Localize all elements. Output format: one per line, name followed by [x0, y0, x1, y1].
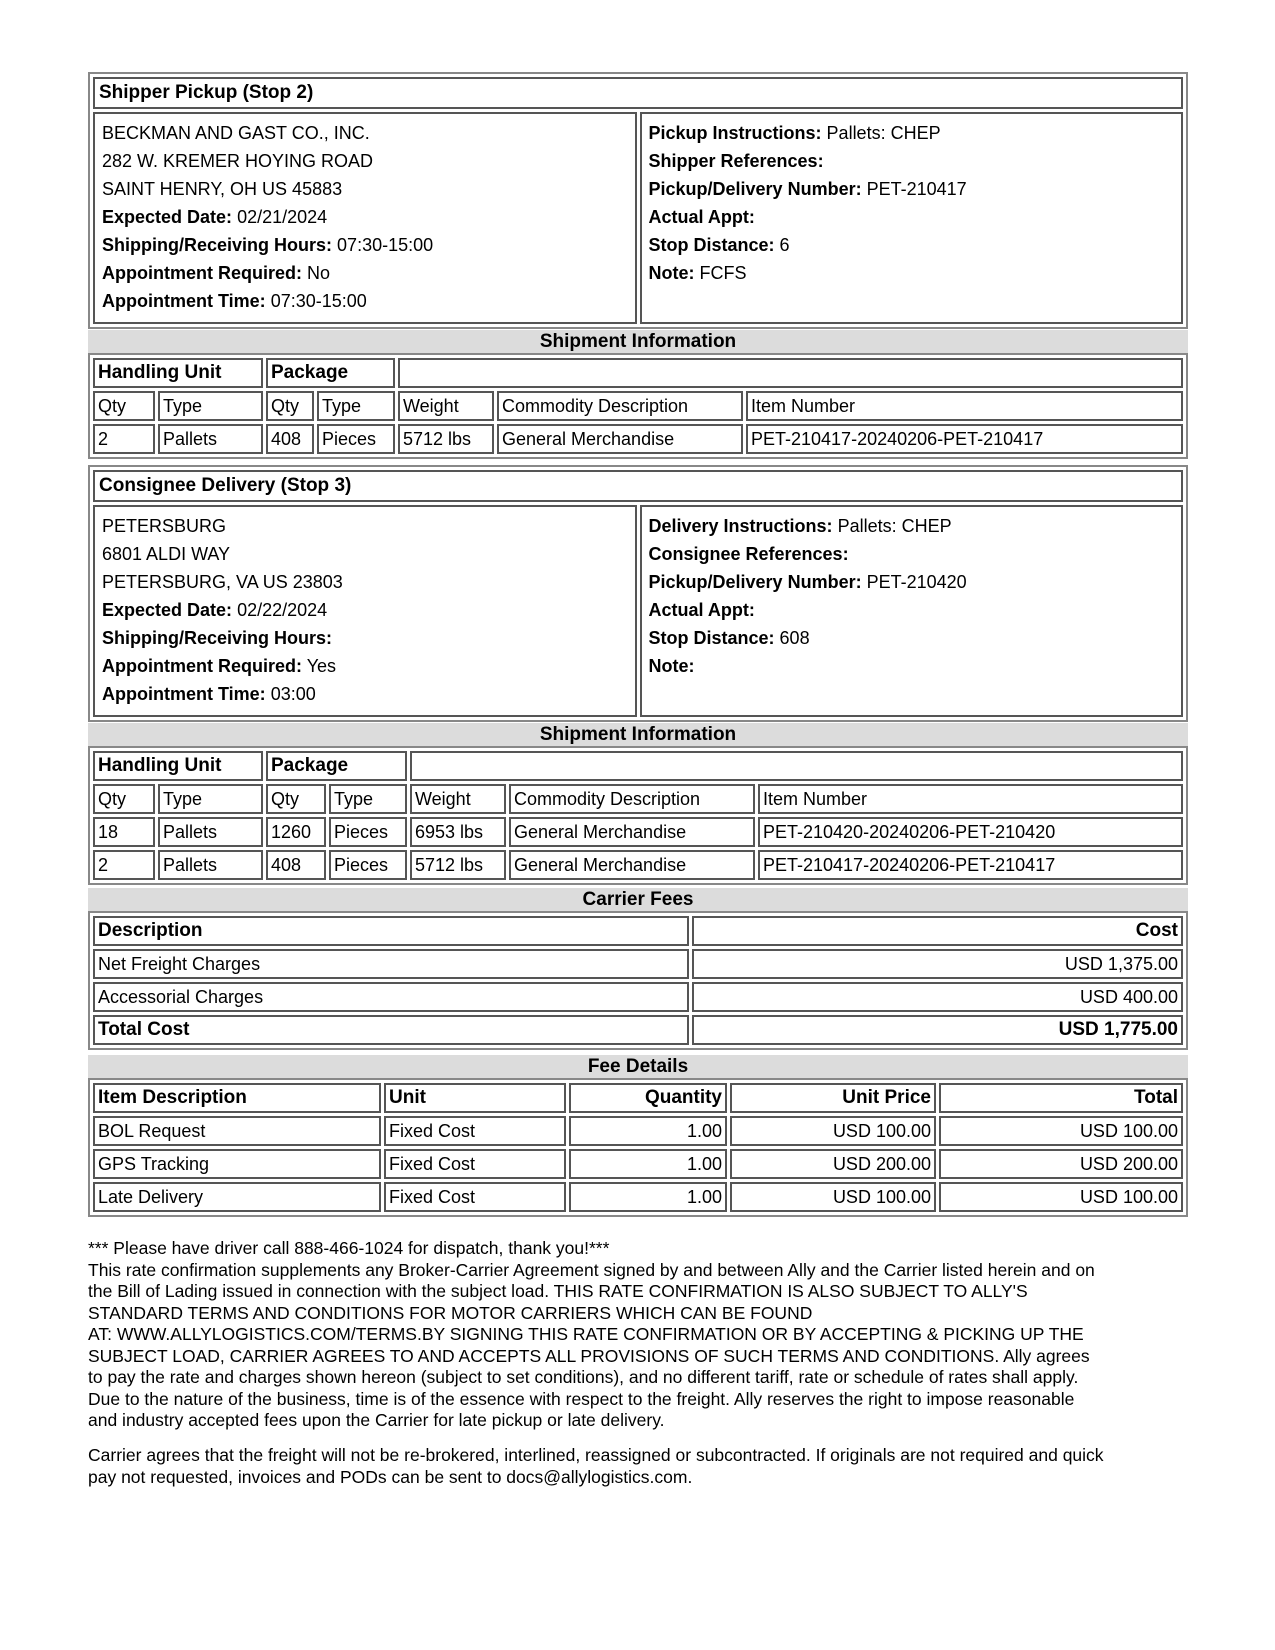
- terms-line: AT: WWW.ALLYLOGISTICS.COM/TERMS.BY SIGNING THIS RATE CONFIRMATION OR BY ACCEPTING & PICKING UP THE: [88, 1324, 1084, 1344]
- column-header: Type: [329, 784, 407, 814]
- table-row: [93, 1182, 1183, 1212]
- appointment-required-label: Appointment Required:: [102, 656, 302, 676]
- table-cell: USD 200.00: [939, 1149, 1183, 1179]
- hours-row: [102, 624, 628, 652]
- expected-date-row: [102, 203, 628, 231]
- actual-appt-row: [649, 203, 1175, 231]
- shipment-information-table-1: [88, 353, 1188, 459]
- description-header: Description: [93, 916, 689, 946]
- appointment-time-value: 03:00: [270, 684, 316, 704]
- table-cell: Pallets: [158, 850, 263, 880]
- fee-details-section: [88, 1055, 1188, 1217]
- shipper-name: BECKMAN AND GAST CO., INC.: [102, 123, 370, 143]
- terms-line: the Bill of Lading issued in connection with the subject load. THIS RATE CONFIRMATION IS ALSO SUBJECT TO ALLY'S: [88, 1281, 1028, 1301]
- terms-line: SUBJECT LOAD, CARRIER AGREES TO AND ACCEPTS ALL PROVISIONS OF SUCH TERMS AND CONDITIONS. Ally agrees: [88, 1345, 1090, 1366]
- table-row: [93, 424, 1183, 454]
- column-header: Commodity Description: [497, 391, 743, 421]
- unit-price-header: Unit Price: [730, 1083, 936, 1113]
- shipment-information-table-2: [88, 746, 1188, 885]
- actual-appt-label: Actual Appt:: [648, 207, 755, 227]
- table-cell: 1.00: [569, 1149, 727, 1179]
- fee-cost: USD 1,375.00: [692, 949, 1183, 979]
- shipper-address-cell: [93, 112, 637, 324]
- table-cell: General Merchandise: [509, 817, 755, 847]
- table-row: [93, 850, 1183, 880]
- hours-row: [102, 231, 628, 259]
- expected-date-label: Expected Date:: [102, 600, 233, 620]
- expected-date-label: Expected Date:: [102, 207, 233, 227]
- table-cell: 408: [266, 850, 326, 880]
- pickup-instructions-label: Pickup Instructions:: [648, 123, 822, 143]
- pickup-delivery-number-label: Pickup/Delivery Number:: [648, 572, 862, 592]
- brokering-line: pay not requested, invoices and PODs can be sent to docs@allylogistics.com.: [88, 1466, 693, 1487]
- table-header-row: [93, 916, 1183, 946]
- shipment-information-section-1: [88, 330, 1188, 459]
- table-cell: Fixed Cost: [384, 1182, 566, 1212]
- table-cell: Pieces: [329, 817, 407, 847]
- stop-distance-value: 608: [779, 628, 810, 648]
- table-header-row: [93, 1083, 1183, 1113]
- table-cell: 5712 lbs: [398, 424, 494, 454]
- consignee-address-line2: PETERSBURG, VA US 23803: [102, 572, 343, 592]
- package-header: Package: [266, 358, 395, 388]
- column-header: Qty: [266, 784, 326, 814]
- column-header: Weight: [410, 784, 506, 814]
- shipment-information-title: Shipment Information: [88, 723, 1188, 746]
- table-cell: 5712 lbs: [410, 850, 506, 880]
- pickup-delivery-number-row: [649, 175, 1175, 203]
- table-row: [93, 949, 1183, 979]
- total-cost-label: Total Cost: [93, 1015, 689, 1045]
- table-cell: 18: [93, 817, 155, 847]
- shipper-details-cell: [640, 112, 1184, 324]
- column-header: Commodity Description: [509, 784, 755, 814]
- shipper-pickup-section: [88, 72, 1188, 329]
- column-header: Item Number: [746, 391, 1183, 421]
- column-header: Item Number: [758, 784, 1183, 814]
- shipper-pickup-table: [88, 72, 1188, 329]
- appointment-time-row: [102, 680, 628, 708]
- hours-label: Shipping/Receiving Hours:: [102, 628, 333, 648]
- appointment-time-value: 07:30-15:00: [270, 291, 367, 311]
- note-label: Note:: [648, 656, 695, 676]
- delivery-instructions-value: Pallets: CHEP: [837, 516, 952, 536]
- column-header: Qty: [93, 784, 155, 814]
- package-header: Package: [266, 751, 407, 781]
- appointment-time-row: [102, 287, 628, 315]
- column-header: Qty: [266, 391, 314, 421]
- table-cell: 1.00: [569, 1116, 727, 1146]
- appointment-required-row: [102, 652, 628, 680]
- pickup-delivery-number-row: [649, 568, 1175, 596]
- terms-line: STANDARD TERMS AND CONDITIONS FOR MOTOR CARRIERS WHICH CAN BE FOUND: [88, 1302, 813, 1323]
- stop-distance-label: Stop Distance:: [648, 235, 775, 255]
- hours-value: 07:30-15:00: [337, 235, 434, 255]
- table-cell: PET-210417-20240206-PET-210417: [758, 850, 1183, 880]
- note-label: Note:: [648, 263, 695, 283]
- table-cell: USD 100.00: [730, 1116, 936, 1146]
- table-cell: PET-210420-20240206-PET-210420: [758, 817, 1183, 847]
- column-header: Type: [158, 784, 263, 814]
- fee-details-title: Fee Details: [88, 1055, 1188, 1078]
- stop-distance-row: [649, 231, 1175, 259]
- pickup-instructions-value: Pallets: CHEP: [826, 123, 941, 143]
- shipper-address-line2: SAINT HENRY, OH US 45883: [102, 179, 343, 199]
- appointment-required-row: [102, 259, 628, 287]
- table-cell: Pallets: [158, 424, 263, 454]
- table-cell: General Merchandise: [509, 850, 755, 880]
- appointment-required-value: No: [307, 263, 331, 283]
- terms-line: to pay the rate and charges shown hereon (subject to set conditions), and no different tariff, rate or schedule of rates shall apply.: [88, 1367, 1079, 1387]
- consignee-references-label: Consignee References:: [648, 544, 849, 564]
- table-row: [93, 1116, 1183, 1146]
- handling-unit-header: Handling Unit: [93, 751, 263, 781]
- table-cell: 2: [93, 424, 155, 454]
- carrier-fees-table: [88, 911, 1188, 1050]
- appointment-time-label: Appointment Time:: [102, 684, 266, 704]
- pickup-delivery-number-label: Pickup/Delivery Number:: [648, 179, 862, 199]
- total-cost-value: USD 1,775.00: [692, 1015, 1183, 1045]
- column-header: Type: [158, 391, 263, 421]
- shipment-information-section-2: [88, 723, 1188, 885]
- table-row: [93, 817, 1183, 847]
- column-header: Qty: [93, 391, 155, 421]
- pickup-instructions-row: [649, 119, 1175, 147]
- hours-label: Shipping/Receiving Hours:: [102, 235, 333, 255]
- total-row: [93, 1015, 1183, 1045]
- empty-header: [410, 751, 1183, 781]
- fee-cost: USD 400.00: [692, 982, 1183, 1012]
- table-cell: Fixed Cost: [384, 1116, 566, 1146]
- delivery-instructions-label: Delivery Instructions:: [648, 516, 833, 536]
- table-cell: Pieces: [317, 424, 395, 454]
- table-cell: 1260: [266, 817, 326, 847]
- column-header: Type: [317, 391, 395, 421]
- consignee-delivery-section: [88, 465, 1188, 722]
- pickup-delivery-number-value: PET-210417: [866, 179, 967, 199]
- stop-distance-value: 6: [779, 235, 790, 255]
- table-header-row: [93, 784, 1183, 814]
- table-cell: Pieces: [329, 850, 407, 880]
- consignee-delivery-table: [88, 465, 1188, 722]
- handling-unit-header: Handling Unit: [93, 358, 263, 388]
- table-cell: Fixed Cost: [384, 1149, 566, 1179]
- table-cell: USD 200.00: [730, 1149, 936, 1179]
- shipper-address-line1: 282 W. KREMER HOYING ROAD: [102, 151, 374, 171]
- note-row: [649, 259, 1175, 287]
- terms-line: Due to the nature of the business, time is of the essence with respect to the freight. Ally reserves the right to impose reasonable: [88, 1388, 1075, 1409]
- pickup-delivery-number-value: PET-210420: [866, 572, 967, 592]
- table-cell: 2: [93, 850, 155, 880]
- table-cell: Pallets: [158, 817, 263, 847]
- expected-date-row: [102, 596, 628, 624]
- table-row: [93, 982, 1183, 1012]
- table-cell: USD 100.00: [939, 1116, 1183, 1146]
- quantity-header: Quantity: [569, 1083, 727, 1113]
- shipment-information-title: Shipment Information: [88, 330, 1188, 353]
- shipper-references-label: Shipper References:: [648, 151, 824, 171]
- table-cell: USD 100.00: [939, 1182, 1183, 1212]
- table-cell: General Merchandise: [497, 424, 743, 454]
- delivery-instructions-row: [649, 512, 1175, 540]
- consignee-delivery-title: Consignee Delivery (Stop 3): [93, 470, 1183, 502]
- appointment-required-value: Yes: [306, 656, 337, 676]
- stop-distance-row: [649, 624, 1175, 652]
- consignee-name: PETERSBURG: [102, 516, 227, 536]
- consignee-details-cell: [640, 505, 1184, 717]
- table-cell: BOL Request: [93, 1116, 381, 1146]
- terms-line: This rate confirmation supplements any Broker-Carrier Agreement signed by and between Ally and the Carrier listed herein and on: [88, 1259, 1095, 1280]
- expected-date-value: 02/22/2024: [237, 600, 328, 620]
- column-header: Weight: [398, 391, 494, 421]
- table-cell: GPS Tracking: [93, 1149, 381, 1179]
- table-cell: 1.00: [569, 1182, 727, 1212]
- actual-appt-row: [649, 596, 1175, 624]
- terms-text: [88, 1238, 1188, 1432]
- shipper-references-row: [649, 147, 1175, 175]
- cost-header: Cost: [692, 916, 1183, 946]
- table-cell: USD 100.00: [730, 1182, 936, 1212]
- carrier-fees-section: [88, 888, 1188, 1050]
- table-header-row: [93, 391, 1183, 421]
- table-row: [93, 1149, 1183, 1179]
- shipper-pickup-title: Shipper Pickup (Stop 2): [93, 77, 1183, 109]
- table-cell: Late Delivery: [93, 1182, 381, 1212]
- fee-description: Accessorial Charges: [93, 982, 689, 1012]
- dispatch-note: *** Please have driver call 888-466-1024 for dispatch, thank you!***: [88, 1238, 610, 1258]
- note-row: [649, 652, 1175, 680]
- terms-line: and industry accepted fees upon the Carrier for late pickup or late delivery.: [88, 1410, 665, 1430]
- appointment-required-label: Appointment Required:: [102, 263, 302, 283]
- table-cell: PET-210417-20240206-PET-210417: [746, 424, 1183, 454]
- carrier-fees-title: Carrier Fees: [88, 888, 1188, 911]
- consignee-references-row: [649, 540, 1175, 568]
- unit-header: Unit: [384, 1083, 566, 1113]
- brokering-text: [88, 1445, 1188, 1488]
- empty-header: [398, 358, 1183, 388]
- appointment-time-label: Appointment Time:: [102, 291, 266, 311]
- total-header: Total: [939, 1083, 1183, 1113]
- fee-details-table: [88, 1078, 1188, 1217]
- consignee-address-line1: 6801 ALDI WAY: [102, 544, 231, 564]
- consignee-address-cell: [93, 505, 637, 717]
- note-value: FCFS: [699, 263, 747, 283]
- actual-appt-label: Actual Appt:: [648, 600, 755, 620]
- stop-distance-label: Stop Distance:: [648, 628, 775, 648]
- fee-description: Net Freight Charges: [93, 949, 689, 979]
- table-cell: 6953 lbs: [410, 817, 506, 847]
- brokering-line: Carrier agrees that the freight will not be re-brokered, interlined, reassigned or subcontracted. If originals are not required and quick: [88, 1445, 1104, 1465]
- table-cell: 408: [266, 424, 314, 454]
- item-description-header: Item Description: [93, 1083, 381, 1113]
- expected-date-value: 02/21/2024: [237, 207, 328, 227]
